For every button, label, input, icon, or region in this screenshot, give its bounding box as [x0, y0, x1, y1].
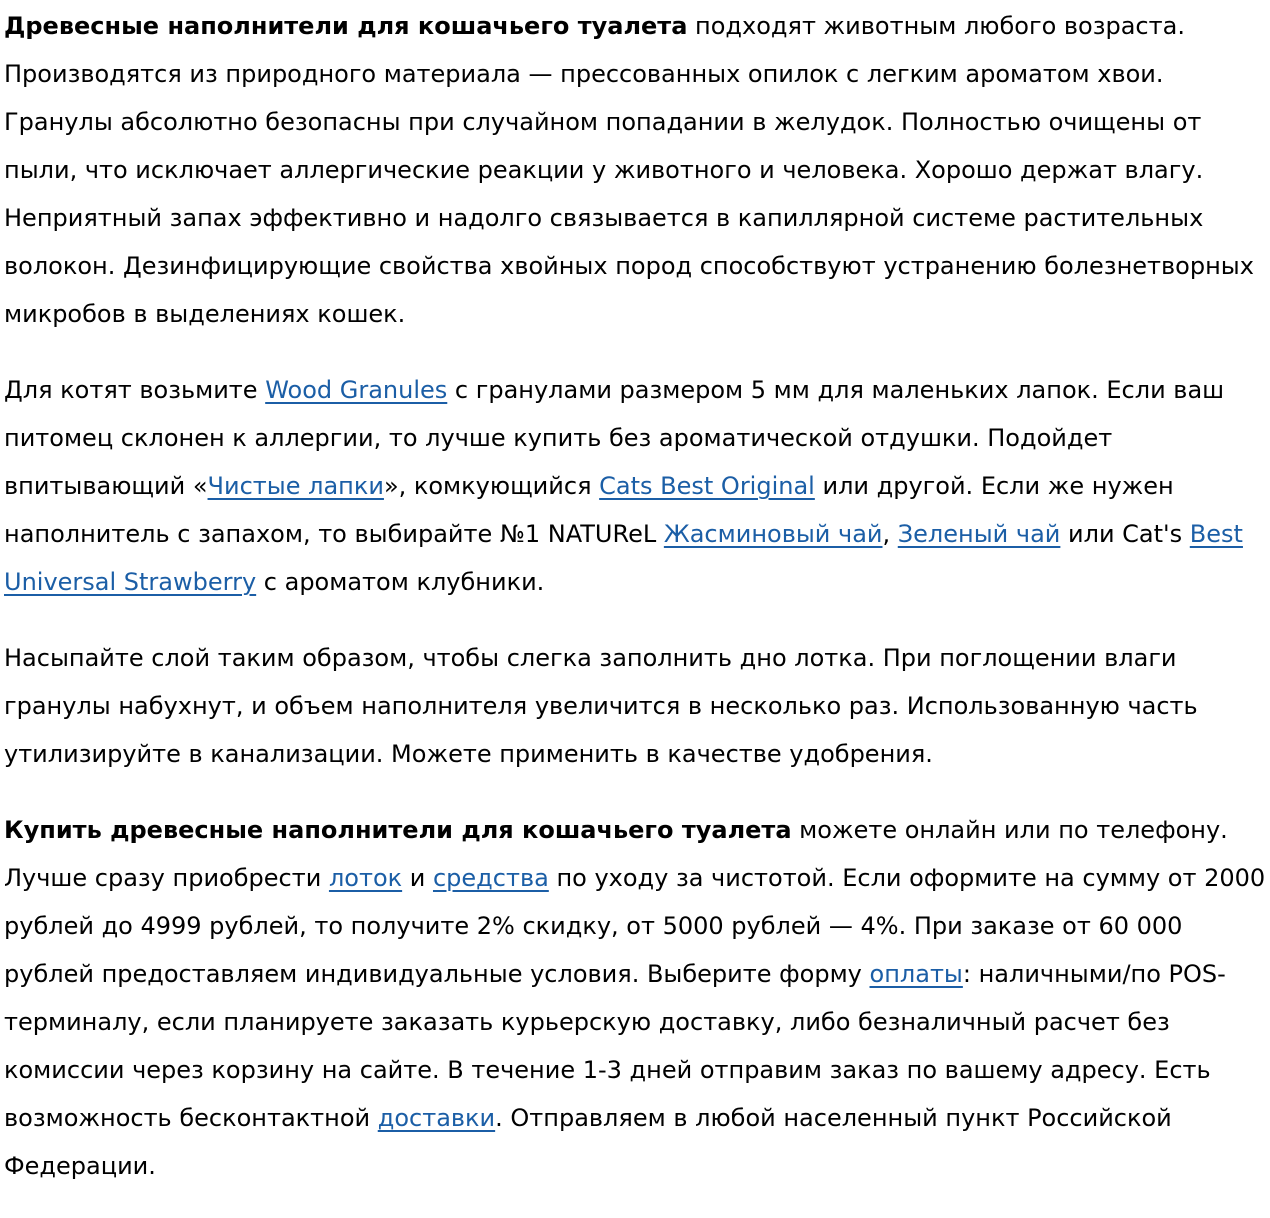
link-best-universal-strawberry[interactable]: Best Universal Strawberry [4, 520, 1243, 596]
description-text-block [4, 2, 1266, 1190]
purchase-paragraph: Купить древесные наполнители для кошачьего туалета можете онлайн или по телефону. Лучше сразу приобрести лоток и средства по уходу за чистотой. Если оформите на сумму от 2000 рублей до 4999 рублей, то получите 2% скидку, от 5000 рублей — 4%. При заказе от 60 000 рублей предоставляем индивидуальные условия. Выберите форму оплаты: наличными/по POS-терминалу, если планируете заказать курьерскую доставку, либо безналичный расчет без комиссии через корзину на сайте. В течение 1-3 дней отправим заказ по вашему адресу. Есть возможность бесконтактной доставки. Отправляем в любой населенный пункт Российской Федерации. [4, 816, 1266, 1180]
bold-lead-text: Древесные наполнители для кошачьего туалета [4, 12, 688, 40]
link-cats-best-original[interactable]: Cats Best Original [599, 472, 815, 500]
intro-paragraph: Древесные наполнители для кошачьего туалета подходят животным любого возраста. Производятся из природного материала — прессованных опилок с легким ароматом хвои. Гранулы абсолютно безопасны при случайном попадании в желудок. Полностью очищены от пыли, что исключает аллергические реакции у животного и человека. Хорошо держат влагу. Неприятный запах эффективно и надолго связывается в капиллярной системе растительных волокон. Дезинфицирующие свойства хвойных пород способствуют устранению болезнетворных микробов в выделениях кошек. [4, 12, 1254, 328]
usage-paragraph: Насыпайте слой таким образом, чтобы слегка заполнить дно лотка. При поглощении влаги гранулы набухнут, и объем наполнителя увеличится в несколько раз. Использованную часть утилизируйте в канализации. Можете применить в качестве удобрения. [4, 644, 1198, 768]
link-payment[interactable]: оплаты [869, 960, 963, 988]
link-green-tea[interactable]: Зеленый чай [897, 520, 1061, 548]
link-jasmine-tea[interactable]: Жасминовый чай [663, 520, 883, 548]
link-care-products[interactable]: средства [432, 864, 549, 892]
link-delivery[interactable]: доставки [377, 1104, 496, 1132]
link-wood-granules[interactable]: Wood Granules [265, 376, 448, 404]
link-chistye-lapki[interactable]: Чистые лапки [207, 472, 384, 500]
bold-lead-text: Купить древесные наполнители для кошачьего туалета [4, 816, 792, 844]
link-litter-tray[interactable]: лоток [328, 864, 403, 892]
recommendations-paragraph: Для котят возьмите Wood Granules с гранулами размером 5 мм для маленьких лапок. Если ваш питомец склонен к аллергии, то лучше купить без ароматической отдушки. Подойдет впитывающий «Чистые лапки», комкующийся Cats Best Original или другой. Если же нужен наполнитель с запахом, то выбирайте №1 NATUReL Жасминовый чай, Зеленый чай или Cat's Best Universal Strawberry с ароматом клубники. [4, 376, 1243, 596]
